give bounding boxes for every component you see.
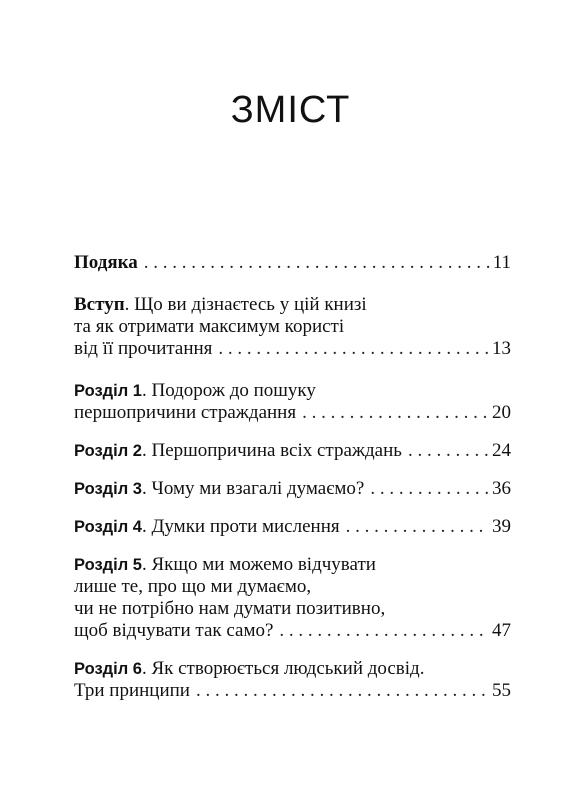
toc-page-number: 36 (492, 478, 511, 499)
toc-entry-chapter-5[interactable] (74, 554, 511, 642)
toc-entry-line (74, 478, 511, 500)
toc-entry-title: . Першопричина всіх страждань (141, 440, 402, 461)
toc-entry-line (74, 598, 511, 620)
toc-page-number: 13 (492, 338, 511, 359)
toc-entry-label: Розділ 6 (74, 660, 142, 678)
toc-page-number: 55 (492, 680, 511, 701)
dot-leader (196, 680, 489, 702)
table-of-contents (74, 252, 511, 718)
toc-entry-title: . Чому ми взагалі думаємо? (141, 478, 365, 499)
toc-entry-text: першопричини страждання (74, 402, 297, 423)
toc-entry-text: від її прочитання (74, 338, 213, 359)
toc-entry-line (74, 658, 511, 680)
toc-entry-line (74, 252, 511, 274)
toc-entry-line (74, 402, 511, 424)
toc-entry-line (74, 680, 511, 702)
toc-entry-line (74, 440, 511, 462)
toc-page-number: 39 (492, 516, 511, 537)
toc-entry-text: . Подорож до пошуку (141, 380, 316, 401)
toc-entry-line (74, 516, 511, 538)
toc-entry-line (74, 554, 511, 576)
toc-entry-line (74, 316, 511, 338)
toc-entry-label: Розділ 2 (74, 442, 142, 460)
toc-entry-line (74, 620, 511, 642)
toc-entry-acknowledgements[interactable] (74, 252, 511, 274)
toc-entry-text: чи не потрібно нам думати позитивно, (74, 598, 386, 619)
toc-entry-line (74, 294, 511, 316)
toc-entry-label: Вступ (74, 294, 125, 315)
toc-entry-chapter-4[interactable] (74, 516, 511, 538)
toc-entry-text (74, 478, 364, 500)
toc-entry-line (74, 380, 511, 402)
toc-entry-text: Три принципи (74, 680, 190, 701)
toc-entry-text: . Що ви дізнаєтесь у цій книзі (124, 294, 367, 315)
dot-leader (144, 252, 490, 274)
toc-entry-text: . Як створюється людський досвід. (141, 658, 425, 679)
dot-leader (302, 402, 489, 424)
toc-entry-text: та як отримати максимум користі (74, 316, 345, 337)
dot-leader (346, 516, 489, 538)
toc-entry-label: Розділ 4 (74, 518, 142, 536)
toc-entry-chapter-1[interactable] (74, 380, 511, 424)
dot-leader (218, 338, 489, 360)
toc-page-number: 20 (492, 402, 511, 423)
toc-entry-text (74, 440, 402, 462)
toc-page-number: 47 (492, 620, 511, 641)
dot-leader (279, 620, 489, 642)
toc-entry-text: . Якщо ми можемо відчувати (141, 554, 376, 575)
page-title: ЗМІСТ (230, 89, 351, 131)
toc-entry-chapter-2[interactable] (74, 440, 511, 462)
toc-page-number: 11 (492, 252, 511, 273)
toc-entry-label: Розділ 1 (74, 382, 142, 400)
toc-entry-text (74, 516, 340, 538)
toc-entry-line (74, 576, 511, 598)
toc-entry-text: щоб відчувати так само? (74, 620, 274, 641)
toc-entry-text: лише те, про що ми думаємо, (74, 576, 312, 597)
toc-page-number: 24 (492, 440, 511, 461)
toc-entry-line (74, 338, 511, 360)
toc-entry-introduction[interactable] (74, 294, 511, 360)
toc-entry-label: Розділ 3 (74, 480, 142, 498)
toc-entry-label: Розділ 5 (74, 556, 142, 574)
toc-entry-chapter-6[interactable] (74, 658, 511, 702)
toc-entry-title: . Думки проти мислення (141, 516, 340, 537)
dot-leader (370, 478, 489, 500)
dot-leader (408, 440, 489, 462)
toc-entry-label: Подяка (74, 252, 138, 273)
toc-entry-chapter-3[interactable] (74, 478, 511, 500)
